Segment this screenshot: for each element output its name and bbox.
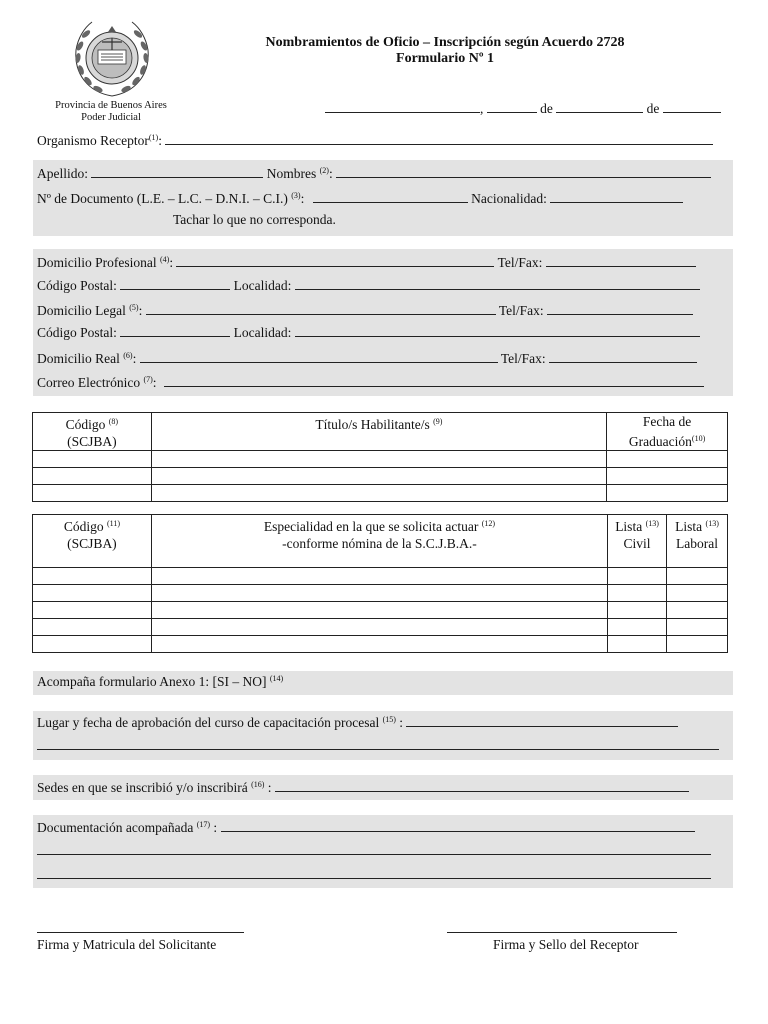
especialidad-table [32, 514, 728, 653]
org-line-1: Provincia de Buenos Aires [55, 100, 167, 111]
codigo-postal-row-1[interactable] [37, 277, 700, 294]
telfax-label-2: Tel/Fax: [498, 303, 544, 318]
ref-1: (1) [148, 133, 159, 142]
curso-label: Lugar y fecha de aprobación del curso de capacitación procesal [37, 715, 380, 730]
signature-line-receptor[interactable] [447, 932, 677, 933]
cp-label-2: Código Postal: [37, 325, 117, 340]
ref-3: (3) [291, 191, 301, 200]
header-titulo: Título/s Habilitante/s $^{(9)}$ [151, 413, 606, 451]
documento-row[interactable]: Nº de Documento (L.E. – L.C. – D.N.I. – C.I.) $^{(3)}$: Nacionalidad: [37, 188, 683, 207]
ref-17: (17) [196, 820, 211, 829]
table-row[interactable] [33, 602, 728, 619]
signature-label-solicitante: Firma y Matricula del Solicitante [37, 937, 217, 952]
ref-7: (7) [143, 375, 153, 384]
domicilio-real-label: Domicilio Real [37, 351, 120, 366]
organismo-label: Organismo Receptor [37, 133, 149, 148]
sedes-row[interactable]: Sedes en que se inscribió y/o inscribirá $^{(16)}$ : [37, 777, 689, 796]
table-row[interactable] [33, 568, 728, 585]
nacionalidad-label: Nacionalidad: [471, 191, 547, 206]
table-row[interactable] [33, 636, 728, 653]
tachar-note: Tachar lo que no corresponda. [173, 212, 336, 227]
ref-15: (15) [382, 715, 396, 724]
localidad-label-2: Localidad: [233, 325, 292, 340]
domicilio-real-row[interactable]: Domicilio Real $^{(6)}$: Tel/Fax: [37, 348, 697, 367]
anexo-row[interactable] [37, 671, 283, 690]
correo-label: Correo Electrónico [37, 375, 141, 390]
documentacion-line-2[interactable] [37, 842, 711, 859]
titulos-table [32, 412, 728, 502]
documento-label: Nº de Documento (L.E. – L.C. – D.N.I. – C.I.) [37, 191, 288, 206]
provincia-seal-logo [68, 16, 156, 100]
ref-5: (5) [129, 303, 139, 312]
domicilio-legal-row[interactable]: Domicilio Legal $^{(5)}$: Tel/Fax: [37, 300, 693, 319]
organismo-receptor-field[interactable]: Organismo Receptor$^{(1)}$: [37, 130, 713, 149]
header-codigo: Código $^{(8)}$ (SCJBA) [33, 413, 152, 451]
form-number: Formulario Nº 1 [396, 51, 494, 66]
localidad-label-1: Localidad: [233, 278, 292, 293]
table-row[interactable] [33, 485, 728, 502]
date-de-2: de [646, 101, 660, 116]
table-row[interactable] [33, 585, 728, 602]
documentacion-line-3[interactable] [37, 866, 711, 883]
table-header-row [33, 413, 728, 451]
apellido-nombres-row[interactable]: Apellido: Nombres $^{(2)}$: [37, 163, 711, 182]
org-line-2: Poder Judicial [81, 112, 141, 123]
date-field[interactable]: , de de [325, 100, 721, 117]
header-codigo-2: Código $^{(11)}$ (SCJBA) [33, 515, 152, 568]
curso-row[interactable]: Lugar y fecha de aprobación del curso de capacitación procesal $^{(15)}$ : [37, 712, 678, 731]
domicilio-profesional-row[interactable]: Domicilio Profesional $^{(4)}$: Tel/Fax: [37, 252, 696, 271]
header-lista-laboral: Lista $^{(13)}$ Laboral [667, 515, 728, 568]
table-row[interactable] [33, 619, 728, 636]
ref-4: (4) [159, 255, 170, 264]
telfax-label-3: Tel/Fax: [500, 351, 546, 366]
header-fecha: Fecha de Graduación$^{(10)}$ [607, 413, 728, 451]
table-header-row [33, 515, 728, 568]
signature-label-receptor: Firma y Sello del Receptor [493, 937, 639, 952]
header-lista-civil: Lista $^{(13)}$ Civil [608, 515, 667, 568]
ref-2: (2) [319, 166, 329, 175]
signature-line-solicitante[interactable] [37, 932, 244, 933]
curso-line-2[interactable] [37, 737, 719, 754]
apellido-label: Apellido: [37, 166, 88, 181]
sedes-label: Sedes en que se inscribió y/o inscribirá [37, 780, 248, 795]
ref-14: (14) [269, 674, 284, 683]
documentacion-row[interactable]: Documentación acompañada $^{(17)}$ : [37, 817, 695, 836]
form-title: Nombramientos de Oficio – Inscripción según Acuerdo 2728 [265, 35, 625, 50]
anexo-label: Acompaña formulario Anexo 1: [SI – NO] [37, 674, 267, 689]
documentacion-label: Documentación acompañada [37, 820, 194, 835]
telfax-label-1: Tel/Fax: [497, 255, 543, 270]
domicilio-profesional-label: Domicilio Profesional [37, 255, 157, 270]
domicilio-legal-label: Domicilio Legal [37, 303, 126, 318]
correo-row[interactable]: Correo Electrónico $^{(7)}$: [37, 372, 704, 391]
codigo-postal-row-2[interactable] [37, 324, 700, 341]
cp-label-1: Código Postal: [37, 278, 117, 293]
table-row[interactable] [33, 451, 728, 468]
table-row[interactable] [33, 468, 728, 485]
date-de-1: de [540, 101, 553, 116]
nombres-label: Nombres [266, 166, 317, 181]
ref-6: (6) [123, 351, 133, 360]
header-especialidad: Especialidad en la que se solicita actuar $^{(12)}$ -conforme nómina de la S.C.J.B.A.- [151, 515, 607, 568]
ref-16: (16) [251, 780, 265, 789]
